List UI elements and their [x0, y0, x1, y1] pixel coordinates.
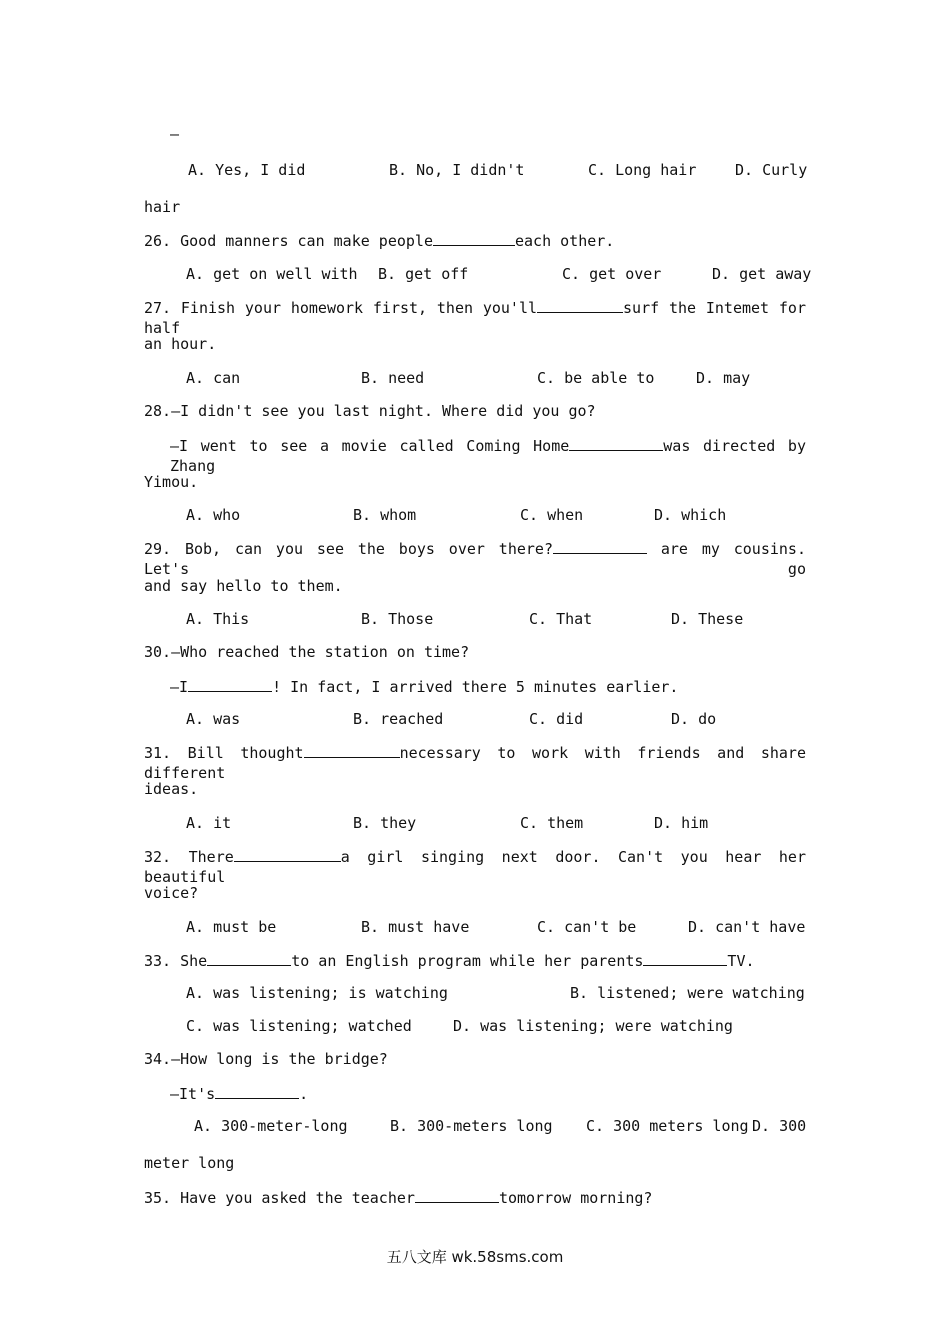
option-d: D. These	[671, 610, 744, 628]
option-b: B. Those	[361, 610, 434, 628]
question-text: —It's	[170, 1085, 216, 1103]
answer-blank	[188, 676, 272, 692]
question-27	[144, 297, 806, 338]
option-a: A. This	[186, 610, 250, 628]
option-a: A. was listening; is watching	[186, 984, 448, 1002]
option-c: C. when	[520, 506, 584, 524]
answer-blank	[553, 538, 647, 554]
option-d-continued: meter long	[144, 1154, 235, 1172]
question-text: 26. Good manners can make people	[144, 232, 433, 250]
question-33	[144, 950, 755, 971]
option-a: A. who	[186, 506, 241, 524]
option-b: B. 300-meters long	[390, 1117, 553, 1135]
option-b: B. need	[361, 369, 425, 387]
question-text: a girl singing next door. Can't you hear her beautiful	[144, 848, 806, 886]
option-d: D. 300	[752, 1117, 807, 1135]
option-a: A. must be	[186, 918, 277, 936]
option-b: B. get off	[378, 265, 469, 283]
option-c: C. get over	[562, 265, 662, 283]
answer-dash: —	[170, 125, 180, 143]
option-a: A. 300-meter-long	[194, 1117, 348, 1135]
question-30-response	[170, 676, 678, 697]
question-28: 28.—I didn't see you last night. Where did you go?	[144, 402, 596, 420]
question-26	[144, 230, 614, 251]
option-d: D. do	[671, 710, 717, 728]
question-29-continued: and say hello to them.	[144, 577, 343, 595]
option-b: B. reached	[353, 710, 444, 728]
answer-blank	[643, 950, 727, 966]
question-34-response	[170, 1083, 308, 1104]
question-31-continued: ideas.	[144, 780, 199, 798]
answer-blank	[207, 950, 291, 966]
question-28-continued: Yimou.	[144, 473, 199, 491]
option-d: D. can't have	[688, 918, 806, 936]
question-34: 34.—How long is the bridge?	[144, 1050, 388, 1068]
option-d: D. may	[696, 369, 751, 387]
question-text: 29. Bob, can you see the boys over there?	[144, 540, 553, 558]
option-c: C. 300 meters long	[586, 1117, 749, 1135]
question-text: 33. She	[144, 952, 208, 970]
answer-blank	[569, 435, 663, 451]
question-31	[144, 742, 806, 783]
question-text: surf the Intemet for half	[144, 299, 806, 337]
option-d: D. was listening; were watching	[453, 1017, 733, 1035]
question-text: 32. There	[144, 848, 234, 866]
option-c: C. can't be	[537, 918, 637, 936]
option-b: B. whom	[353, 506, 417, 524]
option-c: C. them	[520, 814, 584, 832]
answer-blank	[415, 1187, 499, 1203]
answer-blank	[304, 742, 400, 758]
option-d: D. get away	[712, 265, 812, 283]
question-27-continued: an hour.	[144, 335, 217, 353]
option-c: C. did	[529, 710, 584, 728]
question-text: 31. Bill thought	[144, 744, 304, 762]
option-a: A. Yes, I did	[188, 161, 306, 179]
question-30: 30.—Who reached the station on time?	[144, 643, 470, 661]
option-d: D. Curly	[735, 161, 808, 179]
question-35	[144, 1187, 652, 1208]
question-32	[144, 846, 806, 887]
question-text: necessary to work with friends and share different	[144, 744, 806, 782]
option-a: A. it	[186, 814, 232, 832]
option-c: C. That	[529, 610, 593, 628]
option-c: C. Long hair	[588, 161, 697, 179]
question-text: .	[299, 1085, 309, 1103]
question-text: each other.	[514, 232, 615, 250]
answer-blank	[215, 1083, 299, 1099]
question-text: tomorrow morning?	[498, 1189, 653, 1207]
answer-blank	[234, 846, 341, 862]
question-32-continued: voice?	[144, 884, 199, 902]
question-text: 27. Finish your homework first, then you'll	[144, 299, 538, 317]
footer-site-label: 五八文库 wk.58sms.com	[386, 1248, 564, 1266]
question-text: —I went to see a movie called Coming Home	[170, 437, 570, 455]
option-d-continued: hair	[144, 198, 181, 216]
option-c: C. was listening; watched	[186, 1017, 412, 1035]
option-a: A. was	[186, 710, 241, 728]
question-text: was directed by Zhang	[170, 437, 806, 475]
option-d: D. which	[654, 506, 727, 524]
question-text: to an English program while her parents	[291, 952, 644, 970]
option-c: C. be able to	[537, 369, 655, 387]
option-b: B. No, I didn't	[389, 161, 525, 179]
question-text: —I	[170, 678, 189, 696]
question-text: are my cousins. Let's go	[144, 540, 806, 578]
answer-blank	[537, 297, 623, 313]
option-a: A. get on well with	[186, 265, 358, 283]
option-b: B. listened; were watching	[570, 984, 805, 1002]
option-b: B. must have	[361, 918, 470, 936]
question-text: 35. Have you asked the teacher	[144, 1189, 415, 1207]
answer-blank	[433, 230, 515, 246]
question-text: ! In fact, I arrived there 5 minutes earlier.	[272, 678, 679, 696]
option-d: D. him	[654, 814, 709, 832]
question-29	[144, 538, 806, 579]
question-text: TV.	[727, 952, 755, 970]
option-b: B. they	[353, 814, 417, 832]
option-a: A. can	[186, 369, 241, 387]
question-28-response	[170, 435, 806, 476]
